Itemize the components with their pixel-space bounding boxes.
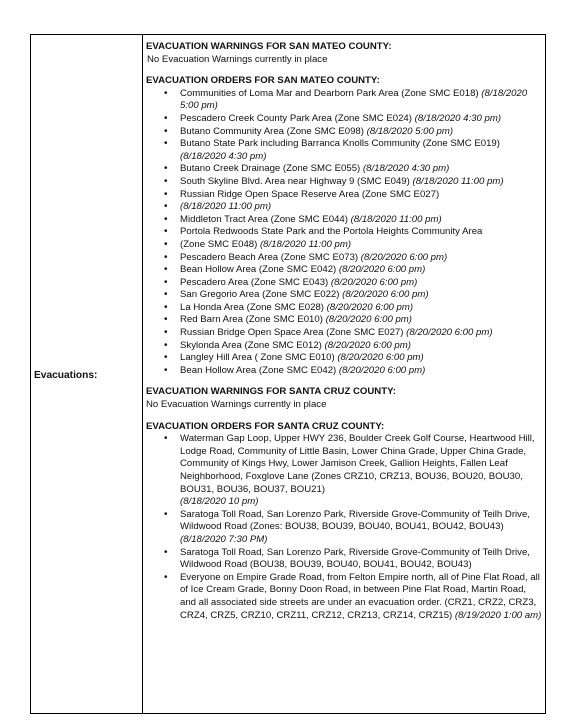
list-item: • La Honda Area (Zone SMC E028) (8/20/2020 6:00 pm)	[180, 302, 544, 315]
smc-orders-heading: EVACUATION ORDERS FOR SAN MATEO COUNTY:	[146, 75, 380, 87]
list-item: • San Gregorio Area (Zone SMC E022) (8/20/2020 6:00 pm)	[180, 289, 544, 302]
list-item: • Butano Creek Drainage (Zone SMC E055) (8/18/2020 4:30 pm)	[180, 163, 544, 176]
list-item: • (Zone SMC E048) (8/18/2020 11:00 pm)	[180, 239, 544, 252]
list-item: • Portola Redwoods State Park and the Portola Heights Community Area	[180, 226, 544, 239]
list-item: • Russian Bridge Open Space Area (Zone SMC E027) (8/20/2020 6:00 pm)	[180, 327, 544, 340]
list-item: • Middleton Tract Area (Zone SMC E044) (8/18/2020 11:00 pm)	[180, 214, 544, 227]
label-column	[31, 35, 143, 713]
list-item: • Pescadero Beach Area (Zone SMC E073) (8/20/2020 6:00 pm)	[180, 252, 544, 265]
list-item: • Butano State Park including Barranca Knolls Community (Zone SMC E019) (8/18/2020 4:30 pm)	[180, 138, 544, 163]
list-item: • Langley Hill Area ( Zone SMC E010) (8/20/2020 6:00 pm)	[180, 352, 544, 365]
list-item: • South Skyline Blvd. Area near Highway 9 (SMC E049) (8/18/2020 11:00 pm)	[180, 176, 544, 189]
list-item: • Bean Hollow Area (Zone SMC E042) (8/20/2020 6:00 pm)	[180, 264, 544, 277]
list-item: • Saratoga Toll Road, San Lorenzo Park, Riverside Grove-Community of Teilh Drive, Wildwood Road (Zones: BOU38, BOU39, BOU40, BOU41, BOU42, BOU43) (8/18/2020 7:30 PM)	[180, 509, 544, 547]
row-label: Evacuations:	[34, 370, 98, 381]
list-item: • (8/18/2020 11:00 pm)	[180, 201, 544, 214]
evacuations-table	[30, 34, 546, 714]
list-item: • Russian Ridge Open Space Reserve Area (Zone SMC E027)	[180, 189, 544, 202]
list-item: • Bean Hollow Area (Zone SMC E042) (8/20/2020 6:00 pm)	[180, 365, 544, 378]
list-item: • Communities of Loma Mar and Dearborn Park Area (Zone SMC E018) (8/18/2020 5:00 pm)	[180, 88, 544, 113]
scc-warnings-text: No Evacuation Warnings currently in place	[146, 399, 327, 411]
list-item: • Red Barn Area (Zone SMC E010) (8/20/2020 6:00 pm)	[180, 314, 544, 327]
smc-warnings-heading: EVACUATION WARNINGS FOR SAN MATEO COUNTY:	[146, 41, 392, 52]
list-item: • Butano Community Area (Zone SMC E098) (8/18/2020 5:00 pm)	[180, 126, 544, 139]
list-item: • Saratoga Toll Road, San Lorenzo Park, Riverside Grove-Community of Teilh Drive, Wildwood Road (BOU38, BOU39, BOU40, BOU41, BOU42, BOU43)	[180, 547, 544, 572]
list-item: • Pescadero Creek County Park Area (Zone SMC E024) (8/18/2020 4:30 pm)	[180, 113, 544, 126]
list-item: • Skylonda Area (Zone SMC E012) (8/20/2020 6:00 pm)	[180, 340, 544, 353]
list-item: • Pescadero Area (Zone SMC E043) (8/20/2020 6:00 pm)	[180, 277, 544, 290]
smc-warnings-text: No Evacuation Warnings currently in place	[147, 53, 328, 65]
list-item: • Waterman Gap Loop, Upper HWY 236, Boulder Creek Golf Course, Heartwood Hill, Lodge Road, Community of Little Basin, Lower China Grade, Upper China Grade, Community of Kings Hwy, Lower Jamison Creek, Gallion Heights, Fallen Leaf Neighborhood, Foxglove Lane (Zones CRZ10, CRZ13, BOU36, BOU20, BOU30, BOU31, BOU36, BOU37, BOU21) (8/18/2020 10 pm)	[180, 433, 544, 509]
evacuation-content	[146, 41, 544, 622]
smc-orders-list	[146, 88, 544, 378]
scc-orders-heading: EVACUATION ORDERS FOR SANTA CRUZ COUNTY:	[146, 420, 385, 432]
scc-orders-list	[146, 433, 544, 622]
list-item: • Everyone on Empire Grade Road, from Felton Empire north, all of Pine Flat Road, all of Ice Cream Grade, Bonny Doon Road, in between Pine Flat Road, Martin Road, and all associated side streets are under an evacuation order. (CRZ1, CRZ2, CRZ3, CRZ4, CRZ5, CRZ10, CRZ11, CRZ12, CRZ13, CRZ14, CRZ15) (8/19/2020 1:00 am)	[180, 572, 544, 622]
scc-warnings-heading: EVACUATION WARNINGS FOR SANTA CRUZ COUNTY:	[146, 386, 396, 398]
